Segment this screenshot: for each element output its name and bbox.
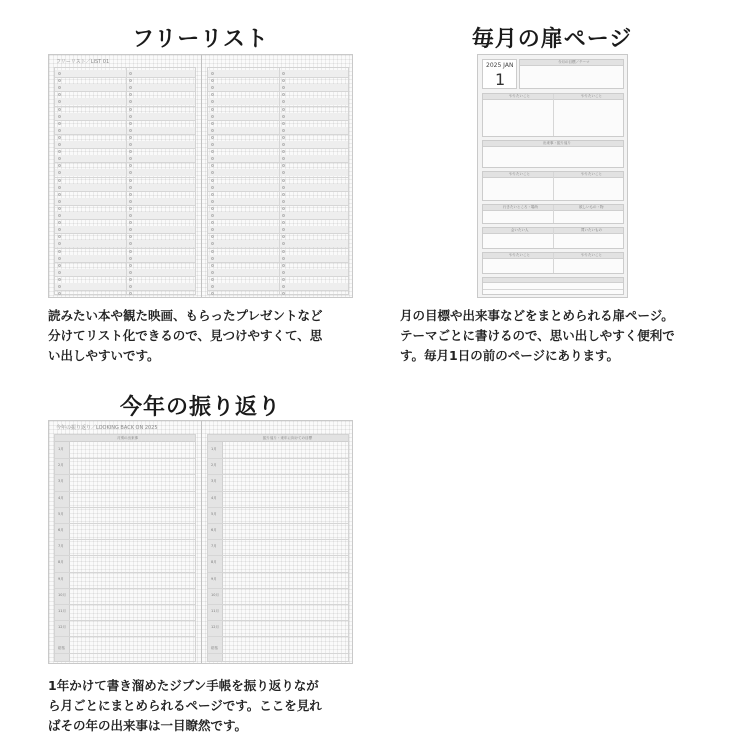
month-row-line	[208, 636, 348, 637]
list-row-line	[55, 134, 195, 135]
checkbox-bullet	[58, 108, 61, 111]
list-row-line	[208, 297, 348, 298]
box-label: やりたいこと	[581, 172, 602, 176]
checkbox-bullet	[282, 164, 285, 167]
month-row-line	[55, 636, 195, 637]
list-row-shade	[208, 169, 348, 176]
month-label: 4月	[211, 495, 217, 500]
checkbox-bullet	[58, 186, 61, 189]
checkbox-bullet	[211, 129, 214, 132]
checkbox-bullet	[282, 129, 285, 132]
list-row-line	[55, 297, 195, 298]
month-label: 総括	[58, 646, 65, 651]
checkbox-bullet	[211, 72, 214, 75]
checkbox-bullet	[58, 250, 61, 253]
checkbox-bullet	[58, 235, 61, 238]
checkbox-bullet	[211, 214, 214, 217]
checkbox-bullet	[211, 285, 214, 288]
list-row-line	[208, 219, 348, 220]
checkbox-bullet	[129, 264, 132, 267]
list-row-shade	[208, 198, 348, 205]
list-row-shade	[55, 283, 195, 290]
list-row-line	[55, 233, 195, 234]
checkbox-bullet	[282, 278, 285, 281]
list-row-shade	[208, 212, 348, 219]
looking-back-page-label: 今年の振り返り／LOOKING BACK ON 2025	[56, 425, 158, 431]
date-box	[482, 59, 517, 89]
checkbox-bullet	[282, 200, 285, 203]
checkbox-bullet	[211, 108, 214, 111]
checkbox-bullet	[129, 235, 132, 238]
list-row-shade	[208, 240, 348, 247]
list-row-shade	[55, 169, 195, 176]
list-row-shade	[55, 198, 195, 205]
month-label: 2月	[211, 463, 217, 468]
checkbox-bullet	[129, 108, 132, 111]
checkbox-bullet	[282, 285, 285, 288]
checkbox-bullet	[58, 214, 61, 217]
list-row-line	[55, 120, 195, 121]
list-row-line	[208, 276, 348, 277]
list-row-shade	[208, 70, 348, 77]
month-label: 7月	[211, 544, 217, 549]
checkbox-bullet	[211, 79, 214, 82]
month-row-line	[55, 653, 195, 654]
month-label: 4月	[58, 495, 64, 500]
checkbox-bullet	[58, 72, 61, 75]
month-label: 11月	[211, 609, 219, 613]
month-row-line	[55, 572, 195, 573]
box-label: 欲しいもの・物	[579, 205, 604, 209]
month-row-line	[55, 588, 195, 589]
free-list-desc-line-2: 分けてリスト化できるので、見つけやすくて、思	[48, 328, 323, 343]
month-row-line	[55, 620, 195, 621]
month-label: 1月	[58, 447, 64, 451]
looking-back-page-image	[48, 420, 353, 664]
month-label: 総括	[211, 646, 218, 651]
checkbox-bullet	[282, 93, 285, 96]
page-spine	[201, 421, 202, 663]
list-row-shade	[55, 269, 195, 276]
monthly-page-image	[477, 54, 628, 298]
monthly-desc-line-1: 月の目標や出来事などをまとめられる扉ページ。	[400, 308, 674, 323]
checkbox-bullet	[129, 122, 132, 125]
left-month-panel	[54, 434, 196, 662]
checkbox-bullet	[129, 221, 132, 224]
checkbox-bullet	[282, 257, 285, 260]
box-label: やりたいこと	[509, 172, 530, 176]
checkbox-bullet	[282, 150, 285, 153]
list-row-shade	[208, 155, 348, 162]
month-label: 2月	[58, 463, 64, 468]
month-label: 8月	[58, 560, 64, 565]
list-row-shade	[208, 84, 348, 91]
month-label: 11月	[58, 609, 66, 613]
checkbox-bullet	[129, 72, 132, 75]
checkbox-bullet	[58, 193, 61, 196]
checkbox-bullet	[129, 271, 132, 274]
month-label: 3月	[211, 479, 217, 484]
monthly-box-5	[482, 227, 624, 249]
checkbox-bullet	[129, 136, 132, 139]
checkbox-bullet	[211, 150, 214, 153]
list-row-shade	[208, 141, 348, 148]
month-label: 9月	[211, 576, 217, 581]
checkbox-bullet	[282, 108, 285, 111]
free-list-desc-line-1: 読みたい本や観た映画、もらったプレゼントなど	[48, 308, 323, 323]
list-row-shade	[55, 255, 195, 262]
month-label: 12月	[211, 625, 219, 630]
month-label: 6月	[211, 528, 217, 532]
checkbox-bullet	[129, 292, 132, 295]
month-label: 8月	[211, 560, 217, 565]
month-row-line	[208, 539, 348, 540]
monthly-desc-line-3: す。毎月1日の前のページにあります。	[400, 348, 619, 363]
checkbox-bullet	[129, 150, 132, 153]
monthly-box-4	[482, 204, 624, 224]
monthly-box-3	[482, 171, 624, 201]
list-row-shade	[208, 113, 348, 120]
checkbox-bullet	[129, 179, 132, 182]
checkbox-bullet	[211, 271, 214, 274]
monthly-goal-box	[519, 59, 624, 89]
list-row-line	[208, 134, 348, 135]
list-row-shade	[55, 212, 195, 219]
month-row-line	[55, 555, 195, 556]
checkbox-bullet	[282, 214, 285, 217]
free-list-desc-line-3: い出しやすいです。	[48, 348, 160, 363]
monthly-box-2	[482, 140, 624, 168]
month-row-line	[208, 653, 348, 654]
checkbox-bullet	[211, 207, 214, 210]
list-row-line	[208, 120, 348, 121]
box-label: 会いたい人	[511, 228, 529, 232]
page-spine	[201, 55, 202, 297]
month-label: 3月	[58, 479, 64, 484]
checkbox-bullet	[58, 207, 61, 210]
list-row-shade	[208, 255, 348, 262]
checkbox-bullet	[58, 292, 61, 295]
list-row-shade	[208, 184, 348, 191]
day-number: 1	[495, 70, 506, 89]
monthly-description	[400, 306, 730, 366]
checkbox-bullet	[58, 264, 61, 267]
checkbox-bullet	[129, 207, 132, 210]
checkbox-bullet	[282, 179, 285, 182]
monthly-box-7	[482, 277, 624, 295]
month-label: 12月	[58, 625, 66, 630]
checkbox-bullet	[282, 72, 285, 75]
month-row-line	[55, 507, 195, 508]
checkbox-bullet	[211, 93, 214, 96]
checkbox-bullet	[58, 93, 61, 96]
checkbox-bullet	[282, 221, 285, 224]
right-month-panel	[207, 434, 349, 662]
list-row-shade	[55, 84, 195, 91]
checkbox-bullet	[129, 193, 132, 196]
list-row-shade	[55, 184, 195, 191]
checkbox-bullet	[211, 122, 214, 125]
checkbox-bullet	[129, 250, 132, 253]
month-row-line	[208, 604, 348, 605]
list-row-shade	[55, 240, 195, 247]
right-list-panel	[207, 67, 349, 295]
checkbox-bullet	[211, 179, 214, 182]
left-list-panel	[54, 67, 196, 295]
month-row-line	[55, 539, 195, 540]
list-row-line	[208, 177, 348, 178]
month-row-line	[208, 458, 348, 459]
list-row-line	[55, 205, 195, 206]
list-row-shade	[208, 269, 348, 276]
month-row-line	[208, 555, 348, 556]
month-row-line	[208, 523, 348, 524]
checkbox-bullet	[58, 79, 61, 82]
box-label: やりたいこと	[509, 253, 530, 257]
checkbox-bullet	[58, 179, 61, 182]
checkbox-bullet	[211, 257, 214, 260]
checkbox-bullet	[211, 200, 214, 203]
list-row-line	[55, 77, 195, 78]
list-row-line	[208, 162, 348, 163]
list-row-line	[55, 162, 195, 163]
month-label: 10月	[211, 592, 219, 597]
free-list-page-image	[48, 54, 353, 298]
checkbox-bullet	[58, 136, 61, 139]
list-row-line	[208, 205, 348, 206]
checkbox-bullet	[211, 143, 214, 146]
list-row-shade	[208, 98, 348, 105]
month-label: 9月	[58, 576, 64, 581]
right-panel-header: 振り返り・来年に向けての目標	[263, 436, 312, 440]
month-label: 6月	[58, 528, 64, 532]
list-column-divider	[126, 68, 127, 294]
list-row-shade	[55, 226, 195, 233]
month-label: 10月	[58, 592, 66, 597]
checkbox-bullet	[282, 186, 285, 189]
box-label: 行きたいところ・場所	[503, 205, 538, 209]
month-label: 1月	[211, 447, 217, 451]
list-row-line	[55, 276, 195, 277]
list-row-line	[208, 106, 348, 107]
checkbox-bullet	[282, 235, 285, 238]
box-label: やりたいこと	[581, 94, 602, 98]
list-column-divider	[279, 68, 280, 294]
box-label: 買いたいもの	[581, 228, 602, 232]
checkbox-bullet	[282, 264, 285, 267]
list-row-line	[208, 148, 348, 149]
month-row-line	[208, 474, 348, 475]
checkbox-bullet	[282, 143, 285, 146]
checkbox-bullet	[211, 264, 214, 267]
checkbox-bullet	[211, 235, 214, 238]
checkbox-bullet	[129, 115, 132, 118]
list-row-line	[208, 248, 348, 249]
checkbox-bullet	[58, 221, 61, 224]
list-row-line	[55, 191, 195, 192]
list-row-line	[208, 290, 348, 291]
checkbox-bullet	[282, 115, 285, 118]
list-row-line	[55, 91, 195, 92]
month-row-line	[55, 474, 195, 475]
free-list-description	[48, 306, 368, 366]
month-row-line	[208, 507, 348, 508]
checkbox-bullet	[282, 292, 285, 295]
checkbox-bullet	[211, 164, 214, 167]
checkbox-bullet	[129, 285, 132, 288]
checkbox-bullet	[211, 115, 214, 118]
checkbox-bullet	[58, 200, 61, 203]
monthly-box-1	[482, 93, 624, 137]
checkbox-bullet	[129, 164, 132, 167]
list-row-line	[55, 177, 195, 178]
checkbox-bullet	[129, 278, 132, 281]
checkbox-bullet	[282, 79, 285, 82]
checkbox-bullet	[58, 150, 61, 153]
checkbox-bullet	[282, 207, 285, 210]
left-panel-header: 月別の出来事	[117, 436, 138, 440]
checkbox-bullet	[282, 271, 285, 274]
box-label: やりたいこと	[509, 94, 530, 98]
checkbox-bullet	[129, 214, 132, 217]
checkbox-bullet	[129, 79, 132, 82]
list-row-shade	[208, 127, 348, 134]
list-row-line	[55, 248, 195, 249]
checkbox-bullet	[211, 186, 214, 189]
year-month-label: 2025 JAN	[486, 62, 514, 69]
free-list-page-label: フリーリスト／LIST 01	[56, 59, 110, 65]
month-row-line	[208, 588, 348, 589]
looking-back-desc-line-2: ら月ごとにまとめられるページです。ここを見れ	[48, 698, 322, 713]
checkbox-bullet	[211, 193, 214, 196]
box-label: やりたいこと	[581, 253, 602, 257]
list-row-line	[55, 219, 195, 220]
list-row-line	[208, 233, 348, 234]
list-row-shade	[55, 127, 195, 134]
list-row-shade	[55, 141, 195, 148]
monthly-desc-line-2: テーマごとに書けるので、思い出しやすく便利で	[400, 328, 675, 343]
month-label: 5月	[211, 511, 217, 516]
list-row-line	[55, 262, 195, 263]
month-label: 5月	[58, 511, 64, 516]
checkbox-bullet	[58, 271, 61, 274]
checkbox-bullet	[282, 136, 285, 139]
month-row-line	[55, 523, 195, 524]
monthly-title: 毎月の扉ページ	[471, 27, 633, 52]
list-row-shade	[55, 155, 195, 162]
list-row-shade	[55, 70, 195, 77]
looking-back-desc-line-3: ばその年の出来事は一目瞭然です。	[48, 718, 248, 733]
free-list-title: フリーリスト	[132, 27, 269, 52]
checkbox-bullet	[282, 193, 285, 196]
checkbox-bullet	[129, 186, 132, 189]
list-row-line	[208, 91, 348, 92]
list-row-line	[208, 262, 348, 263]
month-row-line	[208, 491, 348, 492]
checkbox-bullet	[211, 136, 214, 139]
list-row-line	[55, 106, 195, 107]
list-row-shade	[55, 113, 195, 120]
checkbox-bullet	[58, 122, 61, 125]
box-label: 出来事・振り返り	[543, 141, 571, 145]
checkbox-bullet	[282, 122, 285, 125]
checkbox-bullet	[129, 200, 132, 203]
monthly-goal-label: 今月の目標／テーマ	[558, 60, 590, 64]
list-row-line	[208, 191, 348, 192]
checkbox-bullet	[58, 129, 61, 132]
checkbox-bullet	[58, 164, 61, 167]
checkbox-bullet	[58, 285, 61, 288]
month-row-line	[55, 458, 195, 459]
checkbox-bullet	[211, 250, 214, 253]
checkbox-bullet	[129, 129, 132, 132]
checkbox-bullet	[211, 221, 214, 224]
month-row-line	[208, 620, 348, 621]
checkbox-bullet	[129, 257, 132, 260]
list-row-line	[55, 290, 195, 291]
month-row-line	[55, 491, 195, 492]
month-label: 7月	[58, 544, 64, 549]
list-row-line	[208, 77, 348, 78]
looking-back-title: 今年の振り返り	[119, 395, 281, 420]
checkbox-bullet	[129, 143, 132, 146]
checkbox-bullet	[211, 278, 214, 281]
list-row-line	[55, 148, 195, 149]
checkbox-bullet	[58, 143, 61, 146]
list-row-shade	[55, 98, 195, 105]
checkbox-bullet	[58, 115, 61, 118]
list-row-shade	[208, 226, 348, 233]
month-row-line	[208, 572, 348, 573]
checkbox-bullet	[282, 250, 285, 253]
looking-back-description	[48, 676, 368, 736]
monthly-box-6	[482, 252, 624, 274]
checkbox-bullet	[58, 278, 61, 281]
month-row-line	[55, 604, 195, 605]
checkbox-bullet	[129, 93, 132, 96]
list-row-shade	[208, 283, 348, 290]
checkbox-bullet	[211, 292, 214, 295]
looking-back-desc-line-1: 1年かけて書き溜めたジブン手帳を振り返りなが	[48, 678, 319, 693]
checkbox-bullet	[58, 257, 61, 260]
